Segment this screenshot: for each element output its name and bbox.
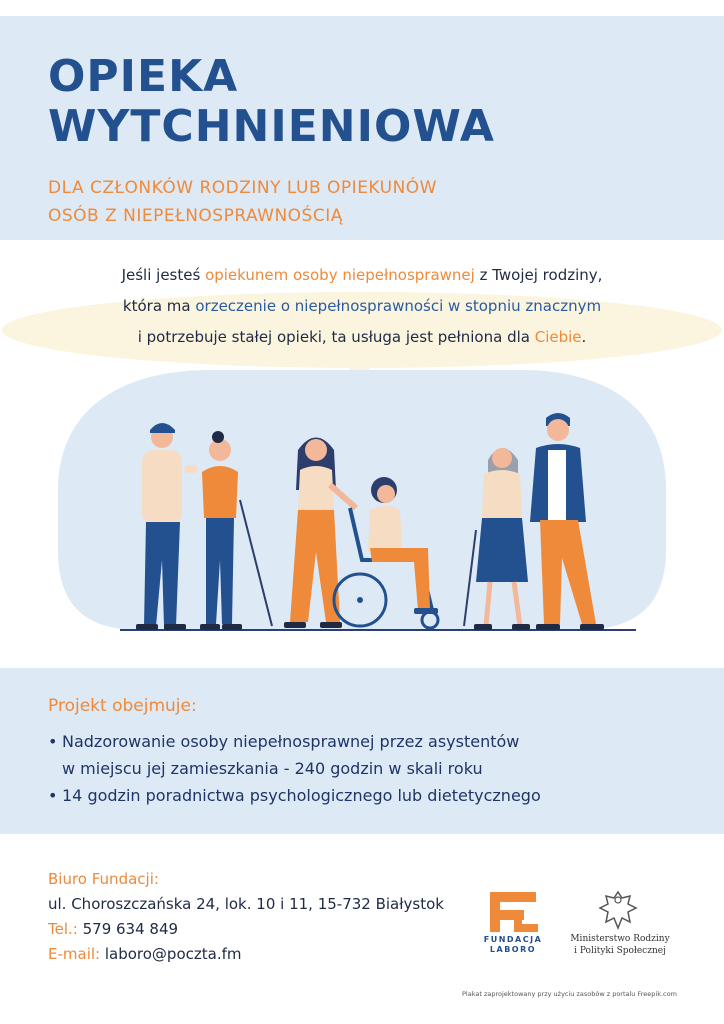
office-address: ul. Choroszczańska 24, lok. 10 i 11, 15-732 Białystok [48, 895, 444, 913]
foundation-name-line: FUNDACJA [483, 935, 543, 944]
project-title: Projekt obejmuje: [48, 696, 197, 716]
intro-paragraph [0, 260, 724, 353]
header-panel [0, 16, 724, 240]
intro-line-3 [0, 322, 724, 353]
project-panel [0, 668, 724, 834]
intro-highlight-you: Ciebie [534, 328, 582, 346]
page-subtitle [48, 174, 437, 230]
ministry-name-line: Ministerstwo Rodziny [570, 934, 670, 944]
intro-highlight-caregiver: opiekunem osoby niepełnosprawnej [205, 266, 475, 284]
credit-note: Plakat zaprojektowany przy użyciu zasobów z portalu Freepik.com [462, 990, 677, 998]
intro-highlight-certificate: orzeczenie o niepełnosprawności w stopniu znacznym [195, 297, 602, 315]
foundation-name-line: LABORO [489, 945, 537, 954]
project-item-line: • 14 godzin poradnictwa psychologicznego lub dietetycznego [62, 786, 541, 805]
project-item-line: • Nadzorowanie osoby niepełnosprawnej przez asystentów [62, 732, 520, 751]
intro-text: . [581, 328, 587, 346]
ministry-name [566, 933, 674, 957]
ministry-name-line: i Polityki Społecznej [574, 946, 666, 956]
project-item [48, 782, 541, 809]
subtitle-line-1: DLA CZŁONKÓW RODZINY LUB OPIEKUNÓW [48, 178, 437, 198]
email-label: E-mail: [48, 945, 101, 963]
email-address[interactable]: laboro@poczta.fm [100, 945, 242, 963]
subtitle-line-2: OSÓB Z NIEPEŁNOSPRAWNOŚCIĄ [48, 206, 343, 226]
intro-text: która ma [122, 297, 196, 315]
office-email [48, 942, 444, 967]
page-title [48, 52, 495, 152]
title-line-2: WYTCHNIENIOWA [48, 101, 495, 152]
project-item-line: w miejscu jej zamieszkania - 240 godzin w skali roku [62, 759, 483, 778]
office-contact [48, 867, 444, 967]
office-heading: Biuro Fundacji: [48, 870, 159, 888]
project-item [48, 728, 541, 782]
intro-line-2 [0, 291, 724, 322]
phone-label: Tel.: [48, 920, 78, 938]
eagle-emblem-icon [596, 888, 640, 932]
office-phone [48, 917, 444, 942]
intro-line-1 [0, 260, 724, 291]
title-line-1: OPIEKA [48, 51, 239, 102]
intro-text: i potrzebuje stałej opieki, ta usługa jest pełniona dla [137, 328, 535, 346]
intro-text: Jeśli jesteś [121, 266, 206, 284]
phone-number[interactable]: 579 634 849 [77, 920, 179, 938]
foundation-name [478, 935, 548, 955]
intro-text: z Twojej rodziny, [474, 266, 603, 284]
project-list [48, 728, 541, 809]
